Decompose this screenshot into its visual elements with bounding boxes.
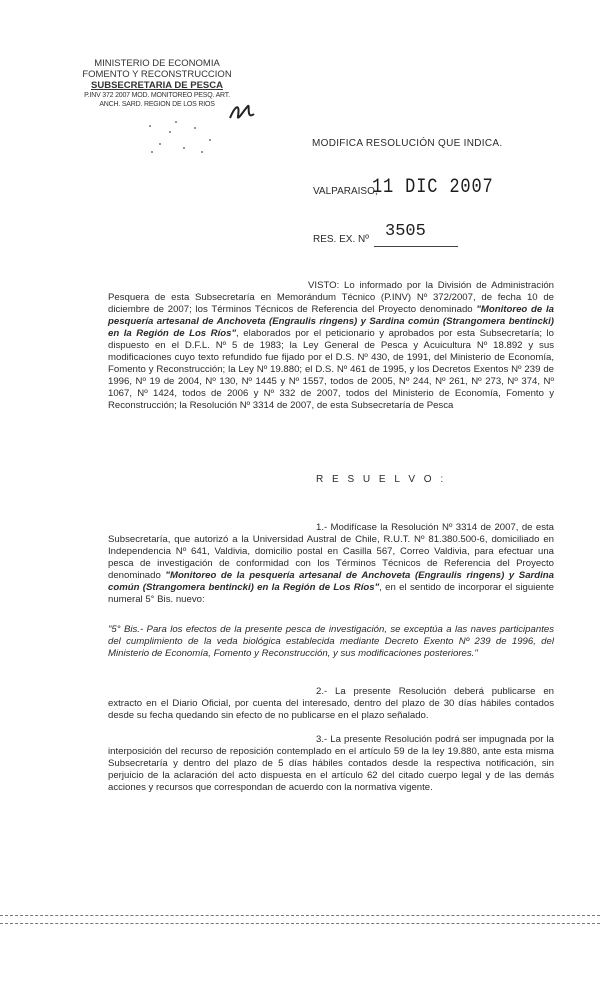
- handwritten-initials-icon: [228, 100, 258, 126]
- visto-text-rest: , elaborados por el peticionario y aprobados por esta Subsecretaría; lo dispuesto en el D.F.L. Nº 5 de 1983; la Ley General de Pesca y Acuicultura Nº 18.892 y sus modificaciones cuyo texto refundido fue fijado por el D.S. Nº 430, de 1991, del Ministerio de Economía, Fomento y Reconstrucción; la Ley Nº 19.880; el D.S. Nº 461 de 1995, y los Decretos Exentos Nº 239 de 1996, Nº 19 de 2004, Nº 130, Nº 1445 y Nº 1557, todos de 2005, Nº 244, Nº 261, Nº 273, Nº 374, Nº 1067, Nº 1424, todos de 2006 y Nº 332 de 2007, todos del Ministerio de Economía, Fomento y Reconstrucción; la Resolución Nº 3314 de 2007, de esta Subsecretaría de Pesca: [108, 328, 555, 411]
- file-reference-2: ANCH. SARD. REGION DE LOS RIOS: [99, 101, 215, 108]
- item-3-paragraph: 3.- La presente Resolución podrá ser impugnada por la interposición del recurso de reposición contemplado en el artículo 59 de la ley 19.880, ante esta misma Subsecretaría y dentro del plazo de 5 días hábiles contados desde la respectiva notificación, sin perjuicio de la aclaración del acto dispuesta en el artículo 62 del citado cuerpo legal y de las demás acciones y recursos que correspondan de acuerdo con la normativa vigente.: [108, 734, 554, 793]
- scan-fold-line: [0, 915, 600, 916]
- scan-fold-line-2: [0, 923, 600, 924]
- item-2-paragraph: 2.- La presente Resolución deberá publicarse en extracto en el Diario Oficial, por cuenta del interesado, dentro del plazo de 30 días hábiles contados desde su fecha quedando sin efecto de no publicarse en el plazo señalado.: [108, 686, 554, 721]
- item-1-project-name: "Monitoreo de la pesquería artesanal de Anchoveta (Engraulis ringens) y Sardina común (Strangomera bentincki) en la Región de Los Ríos": [108, 570, 554, 593]
- document-title: MODIFICA RESOLUCIÓN QUE INDICA.: [312, 138, 503, 149]
- city-label: VALPARAISO,: [313, 186, 378, 197]
- item-1-text: 1.- Modifícase la Resolución Nº 3314 de 2007, de esta Subsecretaría, que autorizó a la Universidad Austral de Chile, R.U.T. Nº 81.380.500-6, domiciliado en Independencia Nº 641, Valdivia, domicilio postal en Casilla 567, Correo Valdivia, para efectuar una pesca de investigación de conformidad con los Términos Técnicos de Referencia del Proyecto denominado: [108, 522, 554, 581]
- item-1-paragraph: [108, 522, 554, 606]
- date-stamp: 11 DIC 2007: [372, 176, 494, 199]
- project-name: "Monitoreo de la pesquería artesanal de Anchoveta (Engraulis ringens) y Sardina común (Strangomera bentincki) en la Región de Los Ríos": [108, 304, 554, 339]
- visto-text: VISTO: Lo informado por la División de Administración Pesquera de esta Subsecretaría en Memorándum Técnico (P.INV) Nº 372/2007, de fecha 10 de diciembre de 2007; los Términos Técnicos de Referencia del Proyecto denominado: [108, 280, 554, 315]
- resolution-label: RES. EX. Nº: [313, 234, 369, 245]
- item-1-quote: "5° Bis.- Para los efectos de la presente pesca de investigación, se exceptúa a las naves participantes del cumplimiento de la veda biológica establecida mediante Decreto Exento Nº 239 de 1996, del Ministerio de Economía, Fomento y Reconstrucción, y sus modificaciones posteriores.": [108, 624, 554, 659]
- visto-paragraph: [108, 280, 554, 412]
- ministry-name: MINISTERIO DE ECONOMIA: [94, 58, 220, 69]
- file-reference-1: P.INV 372 2007 MOD. MONITOREO PESQ. ART.: [84, 92, 230, 99]
- item-1-text-rest: , en el sentido de incorporar el siguiente numeral 5° Bis. nuevo:: [108, 582, 554, 605]
- subsecretaria-name: SUBSECRETARIA DE PESCA: [91, 80, 223, 91]
- stamp-marks-icon: [140, 118, 230, 158]
- letterhead: [62, 58, 252, 109]
- resolution-number: 3505: [385, 222, 426, 241]
- ministry-subname: FOMENTO Y RECONSTRUCCION: [82, 69, 232, 80]
- resuelvo-heading: R E S U E L V O :: [316, 474, 447, 485]
- resolution-underline: [374, 246, 458, 247]
